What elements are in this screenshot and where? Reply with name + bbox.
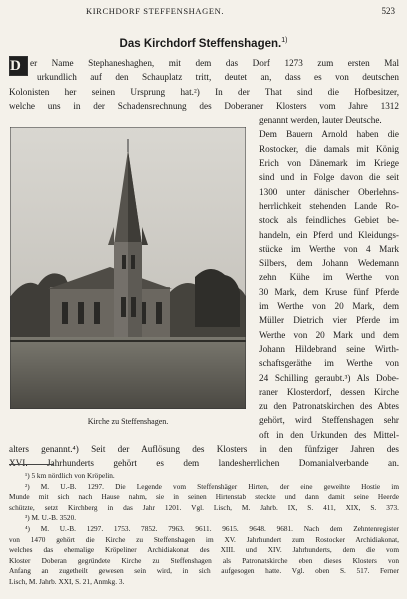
footnote-line: schützte, setzt Kirchberg in das Jahr 1201. Vgl. Lisch, M. Jahrb. IX, S. 411, XIX, S. 373.: [9, 502, 399, 512]
body-line: genannt werden, lauter Deutsche.: [259, 115, 382, 126]
church-figure: [10, 127, 246, 426]
footnote-line: Munde mit sich nach Hause nahm, sie in seinen Hirtenstab steckte und dann damit seine Heerde: [9, 492, 399, 502]
body-line: zu den Patronatskirchen des Abtes: [259, 401, 399, 412]
body-line: oft in den Urkunden des Mittel-: [259, 429, 399, 440]
body-line: gehört, wird Steffenshagen sehr: [259, 415, 399, 426]
body-line: [9, 56, 399, 74]
chapter-title-text: Das Kirchdorf Steffenshagen.: [119, 37, 282, 50]
body-line: Erich von Dänemark im Kriege: [259, 158, 399, 169]
chapter-title: [0, 37, 407, 50]
body-line: zehn Kühe im Werthe von: [259, 272, 399, 283]
body-line: im Werthe von 20 Mark, dem: [259, 301, 399, 312]
footnote-line: von 1470 gehört die Kirche zu Steffenshagen im XV. Jahrhundert zum Rostocker Archidiakonat,: [9, 534, 399, 544]
title-footnote-mark: 1): [281, 37, 288, 44]
body-line: sind und in Folge davon die seit: [259, 172, 399, 183]
body-line: herrlichkeit stehenden Lande Ro-: [259, 200, 399, 211]
body-line: Müller Dietrich vier Pferde im: [259, 315, 399, 326]
body-line: Kolonisten her seinen Ursprung hat.²) In der That sind die Hofbesitzer,: [9, 86, 399, 97]
running-head: KIRCHDORF STEFFENSHAGEN.: [86, 6, 225, 16]
footnote-line: ²) M. U.-B. 1297. Die Legende vom Steffenshäger Hirten, der eine geweihte Hostie im: [25, 481, 399, 491]
footnote-line: ¹) 5 km nördlich von Kröpelin.: [25, 471, 115, 480]
footnote-line: Kloster Doberan gegründete Kirche zu Steffenshagen als Patronatskirche eben dieses Klosters von: [9, 555, 399, 565]
body-line: stock als feindliches Gebiet be-: [259, 215, 399, 226]
body-line: schaftsgeräthe im Werthe von: [259, 358, 399, 369]
body-line: alters genannt.⁴) Seit der Auflösung des Klosters in den fünfziger Jahren des: [9, 444, 399, 455]
body-line: handeln, ein Pferd und Kleidungs-: [259, 229, 399, 240]
body-line: Rostocker, die damals mit König: [259, 143, 399, 154]
body-line: urkundlich auf den Schauplatz tritt, deutet an, dass es von deutschen: [37, 72, 399, 83]
body-line: welche uns in der Schadensrechnung des Doberaner Klosters vom Jahre 1312: [9, 100, 399, 111]
decorated-initial: D: [9, 56, 28, 76]
footnote-rule: [9, 464, 54, 465]
footnotes: [9, 471, 399, 588]
body-line: Silbers, dem Johann Wedemann: [259, 258, 399, 269]
footnote-line: Anfang an zugetheilt gewesen sein wird, in sich aufgesogen hatte. Vgl. oben S. 517. Ferner: [9, 566, 399, 576]
figure-caption: Kirche zu Steffenshagen.: [87, 417, 169, 426]
body-line: 1300 unter dänischer Oberlehns-: [259, 186, 399, 197]
body-line-text: er Name Stephaneshaghen, mit dem das Dorf 1273 zum ersten Mal: [30, 58, 399, 68]
footnote-line: ⁴) M. U.-B. 1297. 1753. 7852. 7963. 9611. 9615. 9648. 9681. Nach dem Zehntenregister: [25, 523, 399, 533]
church-illustration: [10, 127, 246, 409]
page-number: 523: [381, 6, 395, 16]
body-line: stücke im Werthe von 4 Mark: [259, 243, 399, 254]
footnote-line: Lisch, M. Jahrb. XXI, S. 21, Anmkg. 3.: [9, 576, 125, 586]
footnote-line: welches das ehemalige Kröpeliner Archidiakonat des XIII. und XIV. Jahrhunderts, dem die vom: [9, 545, 399, 555]
body-line: raner Klosterdorf, dessen Kirche: [259, 386, 399, 397]
body-line: XVI. Jahrhunderts gehört es dem landesherrlichen Domanialverbande an.: [9, 458, 399, 469]
body-line: 30 Mark, dem Kruse fünf Pferde: [259, 286, 399, 297]
footnote-line: ³) M. U.-B. 3520.: [25, 513, 77, 523]
body-line: Werthe von 20 Mark und dem: [259, 329, 399, 340]
body-line: 24 Schilling geraubt.³) Als Dobe-: [259, 372, 399, 383]
body-line: Johann Hildebrand seine Wirth-: [259, 343, 399, 354]
body-line: Dem Bauern Arnold haben die: [259, 129, 399, 140]
